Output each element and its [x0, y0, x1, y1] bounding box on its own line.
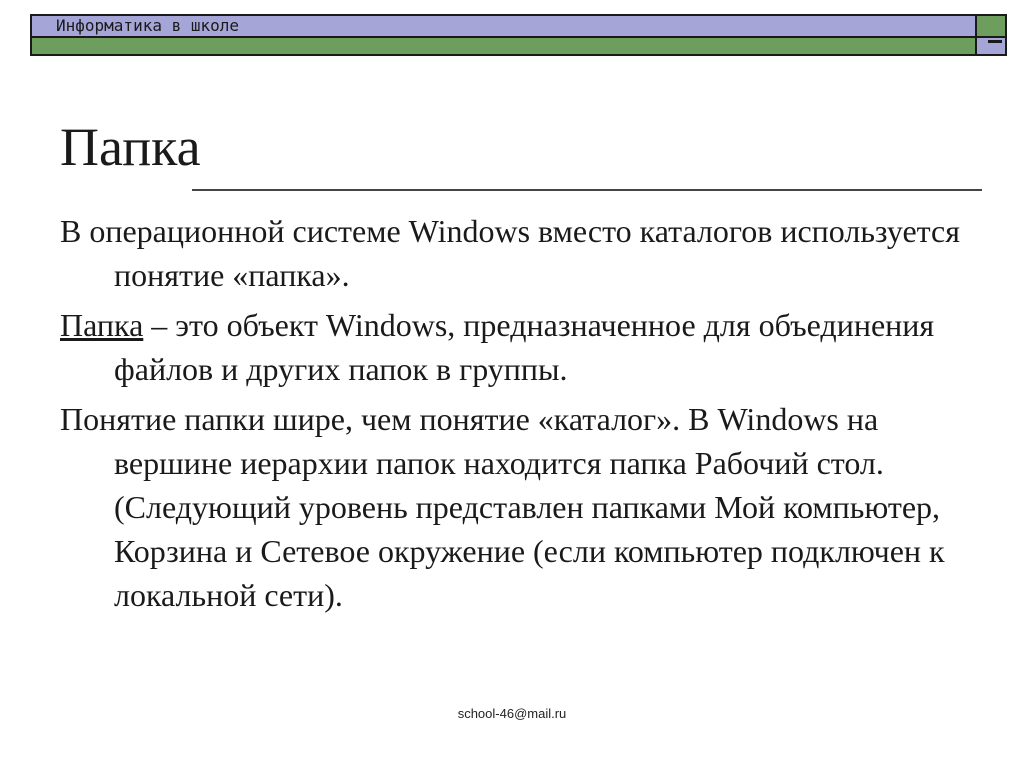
title-divider	[192, 189, 982, 191]
definition-text: – это объект Windows, предназначенное для объединения файлов и других папок в группы.	[114, 307, 935, 387]
header-title-bar	[30, 14, 977, 38]
term-folder: Папка	[60, 307, 144, 343]
corner-block-top	[977, 14, 1007, 38]
footer-email: school-46@mail.ru	[457, 706, 567, 721]
corner-tick	[988, 40, 1002, 43]
course-title: Информатика в школе	[56, 16, 240, 35]
slide-body	[60, 209, 980, 623]
paragraph-folder-definition	[60, 303, 980, 391]
paragraph-windows-folder: В операционной системе Windows вместо каталогов используется понятие «папка».	[60, 213, 960, 293]
paragraph-folder-hierarchy: Понятие папки шире, чем понятие «каталог». В Windows на вершине иерархии папок находится папка Рабочий стол. (Следующий уровень представлен папками Мой компьютер, Корзина и Сетевое окружение (если компьютер подключен к локальной сети).	[60, 401, 945, 613]
slide-title: Папка	[60, 117, 201, 177]
header-green-strip	[30, 38, 977, 56]
